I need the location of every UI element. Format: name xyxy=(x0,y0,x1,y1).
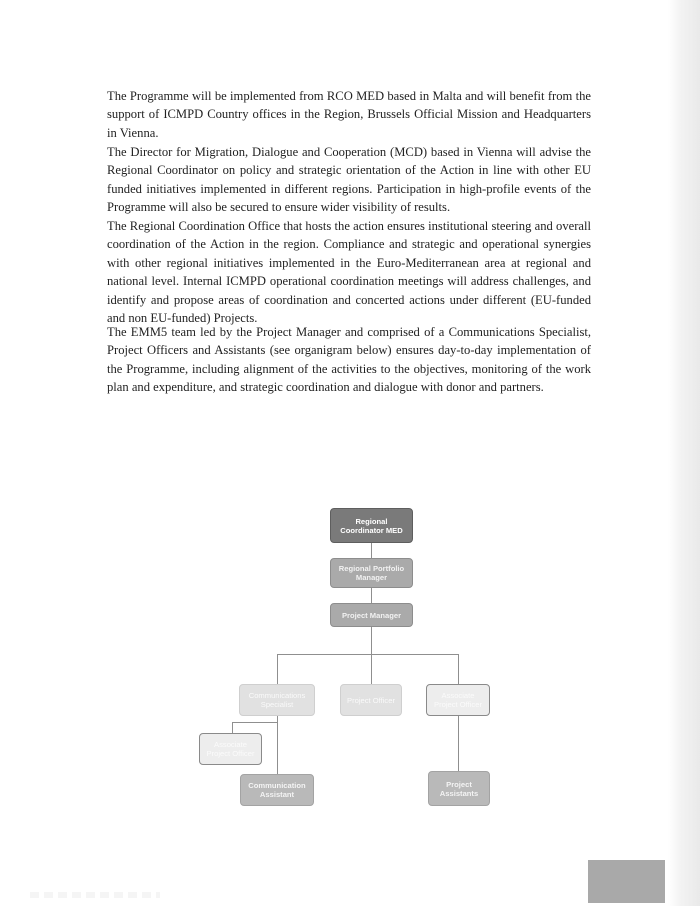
box-communications-specialist: Communications Specialist xyxy=(239,684,315,716)
paragraph-implementation: The Programme will be implemented from RCO MED based in Malta and will benefit from the support of ICMPD Country offices in the Region, Brussels Official Mission and Headquarters in Vienna. xyxy=(107,89,591,140)
box-regional-coordinator: Regional Coordinator MED xyxy=(330,508,413,543)
connector-left-horizontal xyxy=(232,722,278,723)
paragraph-director: The Director for Migration, Dialogue and Cooperation (MCD) based in Vienna will advise the Regional Coordinator on policy and strategic orientation of the Action in line with other EU funded initiatives implemented in different regions. Participation in high-profile events of the Programme will also be secured to ensure wider visibility of results. xyxy=(107,145,591,215)
connector-rc-rpm xyxy=(371,543,372,558)
paragraph-coordination-office: The Regional Coordination Office that hosts the action ensures institutional steering and overall coordination of the Action in the region. Compliance and strategic and operational synergies with other regional initiatives implemented in the Euro-Mediterranean area at regional and national level. Internal ICMPD operational coordination meetings will address challenges, and identify and propose areas of coordination and concerted actions under different (EU-funded and non EU-funded) Projects. xyxy=(107,219,591,326)
box-communication-assistant: Communication Assistant xyxy=(240,774,314,806)
page-number-tab xyxy=(588,860,665,903)
box-project-officer: Project Officer xyxy=(340,684,402,716)
connector-comms-down xyxy=(277,716,278,774)
connector-branch-left xyxy=(277,654,278,684)
connector-branch-horizontal xyxy=(277,654,459,655)
box-regional-portfolio-manager: Regional Portfolio Manager xyxy=(330,558,413,588)
connector-branch-right xyxy=(458,654,459,684)
connector-left-down xyxy=(232,722,233,733)
box-associate-project-officer-left: Associate Project Officer xyxy=(199,733,262,765)
page-edge-shadow xyxy=(668,0,700,906)
paragraph-team: The EMM5 team led by the Project Manager and comprised of a Communications Specialist, Project Officers and Assistants (see organigram below) ensures day-to-day implementation of the Programme, including alignment of the activities to the objectives, monitoring of the work plan and expenditure, and strategic coordination and dialogue with donor and partners. xyxy=(107,325,591,395)
faint-footer-marks xyxy=(30,892,160,898)
box-associate-project-officer: Associate Project Officer xyxy=(426,684,490,716)
connector-branch-middle xyxy=(371,654,372,684)
box-project-assistants: Project Assistants xyxy=(428,771,490,806)
connector-assoc-right-down xyxy=(458,716,459,771)
connector-pm-branch xyxy=(371,627,372,655)
box-project-manager: Project Manager xyxy=(330,603,413,627)
connector-rpm-pm xyxy=(371,588,372,603)
